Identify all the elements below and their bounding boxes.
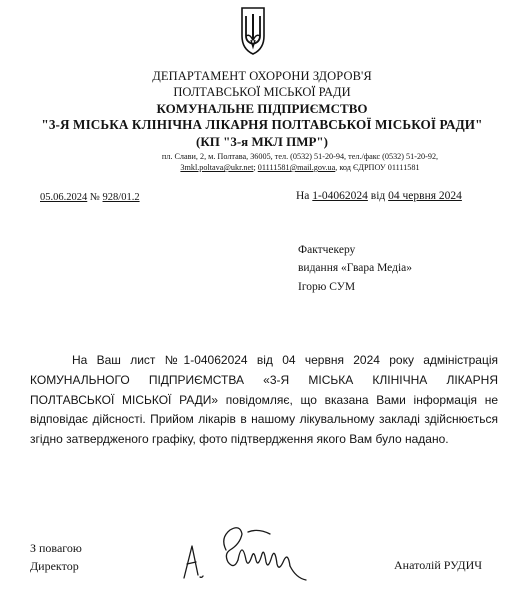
addressee-name: Ігорю СУМ: [298, 281, 356, 293]
signer-position: Директор: [30, 559, 79, 573]
enterprise-type: КОМУНАЛЬНЕ ПІДПРИЄМСТВО: [156, 101, 368, 116]
outgoing-number: 928/01.2: [102, 192, 140, 203]
outgoing-registration: [40, 192, 140, 203]
signer-name: Анатолій РУДИЧ: [394, 558, 483, 572]
council-title: ПОЛТАВСЬКОЇ МІСЬКОЇ РАДИ: [173, 85, 351, 99]
coat-of-arms-emblem: [240, 6, 266, 56]
email-link-2[interactable]: 01111581@mail.gov.ua: [257, 163, 336, 172]
addressee-publication: видання «Гвара Медіа»: [298, 262, 413, 274]
addressee-role: Фактчекеру: [298, 244, 356, 256]
closing-regards: З повагою: [30, 541, 82, 555]
department-title: ДЕПАРТАМЕНТ ОХОРОНИ ЗДОРОВ'Я: [152, 69, 372, 83]
incoming-date: 04 червня 2024: [388, 190, 462, 202]
handwritten-signature: [178, 520, 323, 590]
hospital-short-name: (КП "3-я МКЛ ПМР"): [196, 134, 328, 149]
letter-body: На Ваш лист №1-04062024 від 04 червня 2024 року адміністрація КОМУНАЛЬНОГО ПІДПРИЄМСТВА «3-Я МІСЬКА КЛІНІЧНА ЛІКАРНЯ ПОЛТАВСЬКОЇ МІСЬКОЇ РАДИ» повідомляє, що вказана Вами інформація не відповідає дійсності. Прийом лікарів в нашому лікувальному закладі здійснюється згідно затвердженого графіку, фото підтвердження якого Вам було надано.: [30, 353, 498, 447]
contacts-line: 3mkl.poltava@ukr.net; 01111581@mail.gov.ua, код ЄДРПОУ 01111581: [180, 163, 420, 172]
address-line: пл. Слави, 2, м. Полтава, 36005, тел. (0532) 51-20-94, тел./факс (0532) 51-20-92,: [161, 152, 439, 161]
email-link-1[interactable]: 3mkl.poltava@ukr.net: [180, 163, 254, 172]
incoming-reference: На 1-04062024 від 04 червня 2024: [296, 190, 462, 202]
number-label: №: [89, 192, 100, 203]
incoming-number: 1-04062024: [312, 190, 368, 202]
hospital-name: "3-Я МІСЬКА КЛІНІЧНА ЛІКАРНЯ ПОЛТАВСЬКОЇ МІСЬКОЇ РАДИ": [41, 117, 483, 132]
outgoing-date: 05.06.2024: [40, 192, 88, 203]
